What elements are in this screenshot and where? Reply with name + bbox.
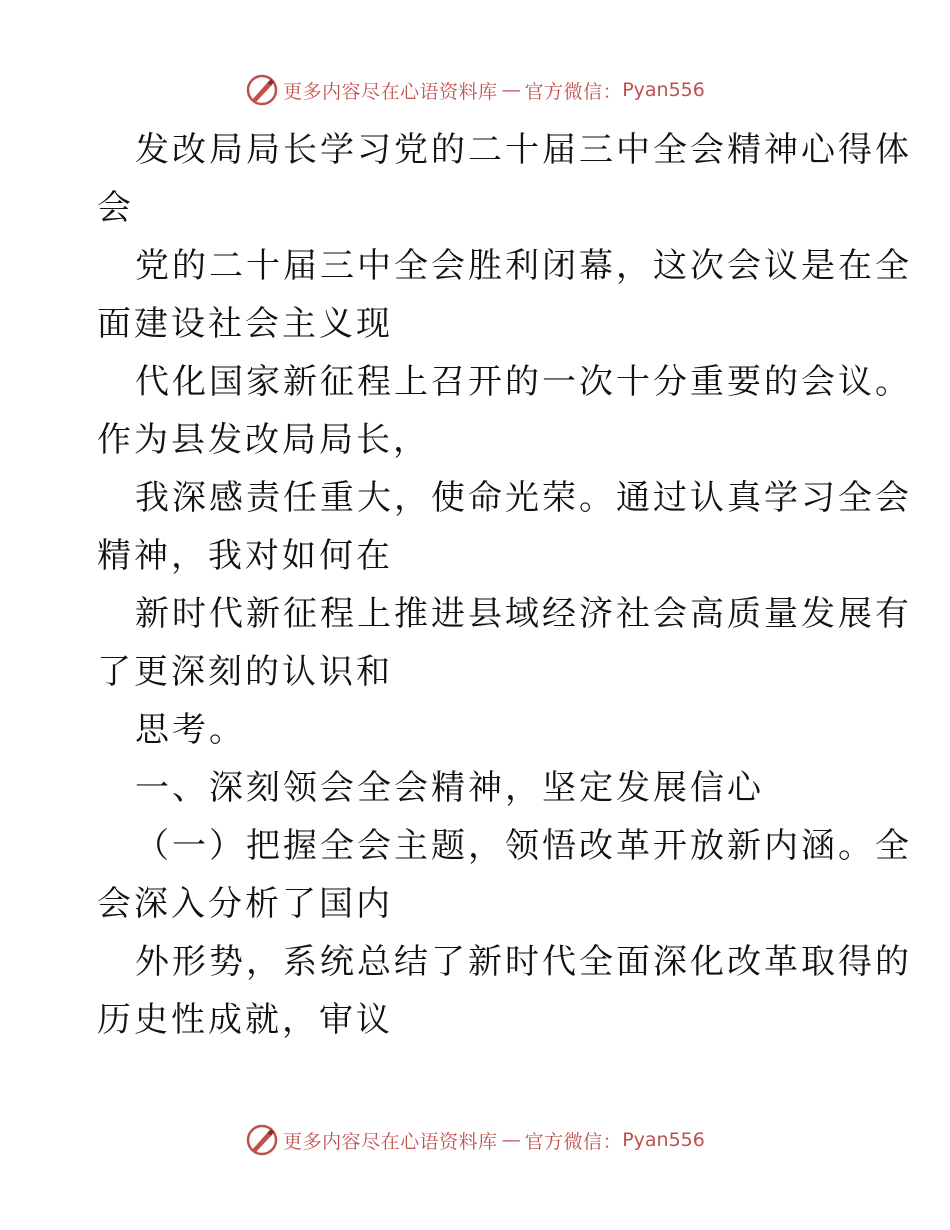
subsection-heading: （一）把握全会主题，领悟改革开放新内涵。全 (135, 826, 912, 866)
paragraph-line: 党的二十届三中全会胜利闭幕，这次会议是在全 (135, 246, 912, 286)
paragraph-line: 思考。 (135, 710, 246, 750)
banner-wechat-label: 官方微信： (524, 80, 623, 103)
paragraph-line: 精神，我对如何在 (97, 536, 393, 576)
section-heading: 一、深刻领会全会精神，坚定发展信心 (135, 768, 764, 808)
document-title-line-1: 发改局局长学习党的二十届三中全会精神心得体 (135, 130, 912, 170)
paragraph-line: 了更深刻的认识和 (97, 652, 393, 692)
pen-logo-icon (245, 73, 279, 107)
paragraph-line: 作为县发改局局长， (97, 420, 430, 460)
paragraph-line: 我深感责任重大，使命光荣。通过认真学习全会 (135, 478, 912, 518)
banner-wechat-id: Pyan556 (622, 79, 705, 101)
footer-banner (0, 1120, 950, 1160)
paragraph-line: 代化国家新征程上召开的一次十分重要的会议。 (135, 362, 912, 402)
paragraph-line: 会深入分析了国内 (97, 884, 393, 924)
paragraph-line: 面建设社会主义现 (97, 304, 393, 344)
paragraph-line: 外形势，系统总结了新时代全面深化改革取得的 (135, 942, 912, 982)
header-banner (0, 70, 950, 110)
banner-separator: — (501, 79, 521, 101)
document-body (97, 121, 912, 1049)
banner-separator: — (501, 1129, 521, 1151)
paragraph-line: 新时代新征程上推进县域经济社会高质量发展有 (135, 594, 912, 634)
paragraph-line: 历史性成就，审议 (97, 1000, 393, 1040)
banner-wechat-label: 官方微信： (524, 1130, 623, 1153)
banner-main-text: 更多内容尽在心语资料库 (283, 80, 498, 103)
pen-logo-icon (245, 1123, 279, 1157)
banner-wechat-id: Pyan556 (622, 1129, 705, 1151)
document-title-line-2: 会 (97, 188, 134, 228)
banner-main-text: 更多内容尽在心语资料库 (283, 1130, 498, 1153)
